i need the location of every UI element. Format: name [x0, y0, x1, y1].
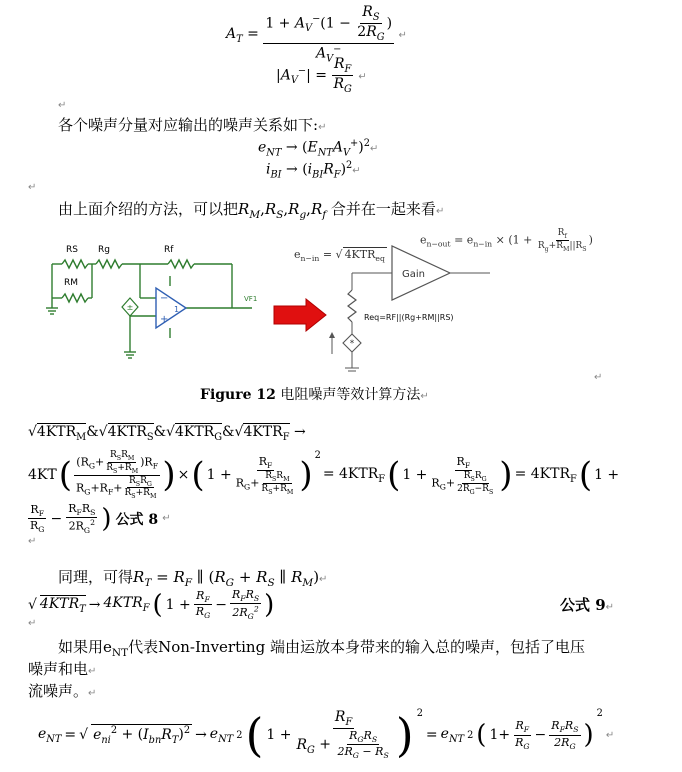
paragraph-mark: ↵	[58, 100, 67, 111]
big-formula-line1: $√4KTR_M\&√4KTR_S\&√4KTR_G\&√4KTR_F$ →	[28, 424, 306, 443]
svg-text:±: ±	[126, 303, 134, 312]
paragraph-mark: ↵	[28, 536, 37, 547]
circuit-diagram-left	[40, 236, 270, 362]
label-rg: Rg	[98, 245, 110, 255]
svg-text:1: 1	[174, 305, 180, 314]
paragraph-ent-definition: 如果用$e_{NT}$代表Non-Inverting 端由运放本身带来的输入总的噪声，包括了电压	[58, 638, 585, 659]
label-rf: Rf	[164, 245, 174, 255]
at-formula: $A_T$ = $1 + A_V^-(1$ − $\frac{R_S}{2R_G}$ ) $A_V^-$ ↵	[226, 4, 407, 65]
figure-caption: Figure 12 电阻噪声等效计算方法↵	[200, 387, 429, 403]
paragraph-ent-line3: 流噪声。↵	[28, 682, 97, 700]
last-formula: $e_{NT}$ = √ $e_{ni}^2 + (I_{bn}R_T)^2$ → $e_{NT}$ 2 ( 1 + $R_F$ $R_G$ + $\frac{R_GR_S}{2R_G - R_S}$ ) $^2$ = $e_{NT}$ 2 ( 1+ $\frac{R_F}{R_G}$ − $\frac{R_FR_S}{2R_G}$ ) 2 ↵	[38, 708, 615, 762]
en-in-formula: $e_{n-in}$ = √ $4KTR_{eq}$	[294, 248, 385, 264]
gain-label: Gain	[402, 269, 425, 280]
big-formula-line3: $\frac{R_F}{R_G}$ − $\frac{R_FR_S}{2R_G^2}$ ) 公式 8 ↵	[30, 502, 171, 536]
formula-9: √ $4KTR_T$ → $4KTR_F$ ( 1 + $\frac{R_F}{R_G}$ − $\frac{R_FR_S}{2R_G^2}$ )	[28, 588, 275, 622]
label-rm: RM	[64, 278, 79, 288]
av-formula: $|A_V^-|$ = $\frac{R_F}{R_G}$ ↵	[276, 56, 367, 95]
paragraph-mark: ↵	[594, 372, 603, 383]
paragraph-combine: 由上面介绍的方法，可以把$R_M,R_S,R_g,R_f$ 合并在一起来看↵	[58, 200, 445, 221]
big-formula-line2: 4KT ( ($R_G+$ $\frac{R_SR_M}{R_S+R_M}$ )$R_F$ $R_G+R_F+$ $\frac{R_SR_G}{R_S+R_M}$ ) × ( 1 + $R_F$ $R_G+$ $\frac{R_SR_M}{R_S+R_M}$ ) $^2$ = $4KTR_F$ ( 1 + $R_F$ $R_G+$ $\frac{R_SR_G}{2R_G-R_S}$ ) = $4KTR_F$ ( 1 +	[28, 450, 620, 501]
formula-9-label: 公式 9↵	[560, 596, 615, 614]
formula-8-label: 公式 8	[115, 511, 159, 528]
paragraph-rt: 同理，可得$R_T = R_F$ ∥ ($R_G + R_S$ ∥ $R_M)↵$	[58, 568, 328, 589]
req-label: Req=RF||(Rg+RM||RS)	[364, 313, 454, 322]
en-out-formula: $e_{n-out} = e_{n-in} \times (1$ + $\frac{R_f}{R_g+R_M||R_S}$ )	[420, 228, 593, 253]
paragraph-mark: ↵	[28, 182, 37, 193]
label-vf1: VF1	[244, 295, 258, 303]
paragraph-ent-line2: 噪声和电↵	[28, 660, 97, 678]
ent-formula: $e_{NT}$ → $(E_{NT}A_V^+)^2↵$	[258, 138, 379, 159]
opamp-plus-label: +	[160, 314, 169, 325]
paragraph-noise-relation: 各个噪声分量对应输出的噪声关系如下:↵	[58, 116, 327, 134]
svg-text:*: *	[349, 339, 355, 349]
opamp-minus-label: −	[160, 293, 169, 304]
paragraph-mark: ↵	[28, 618, 37, 629]
label-rs: RS	[66, 245, 78, 255]
ibi-formula: $i_{BI}$ → $(i_{BI}R_F)^2↵$	[266, 160, 361, 181]
